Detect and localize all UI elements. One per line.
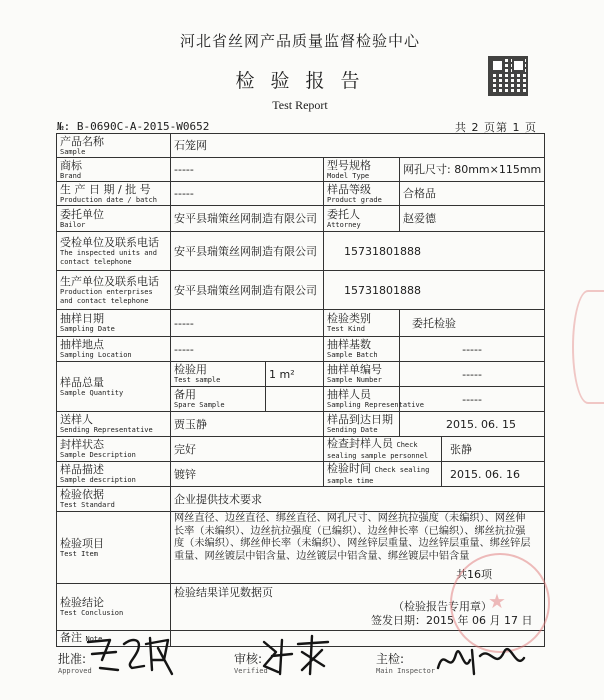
row-production-unit: 生产单位及联系电话 Production enterprises and contact telephone 安平县瑞策丝网制造有限公司 15731801888 [57,271,545,310]
test-time-value: 2015. 06. 16 [442,462,545,487]
standard-value: 企业提供技术要求 [171,487,545,512]
report-title-en: Test Report [272,98,328,112]
model-value: 网孔尺寸: 80mm×115mm [400,158,545,182]
issue-date: 签发日期：2015 年 06 月 17 日 [371,614,533,627]
seal-state-value: 完好 [171,437,324,462]
seal-person-value: 张静 [442,437,545,462]
page-info: 共 2 页第 1 页 [455,121,537,134]
test-item-count: 共16项 [456,568,493,581]
sampling-date-value: ----- [171,310,324,337]
brand-value: ----- [171,158,324,182]
row-sending-rep: 送样人 Sending Representative 贾玉静 样品到达日期 Sending Date 2015. 06. 15 [57,412,545,437]
report-title-cn: 检 验 报 告 [235,70,365,92]
sample-value: 石笼网 [171,134,545,158]
inspection-seal-icon [450,553,550,653]
conclusion-value: 检验结果详见数据页 [174,586,273,599]
attorney-value: 赵爱德 [400,206,545,232]
main-inspector-label: 主检: Main Inspector [376,652,436,675]
inspected-unit-phone: 15731801888 [324,232,545,271]
row-production: 生 产 日 期 / 批 号 Production date / batch ----- 样品等级 Product grade 合格品 [57,182,545,206]
row-sampling-location: 抽样地点 Sampling Location ----- 抽样基数 Sample Batch ----- [57,337,545,362]
verified-label: 审核: Verified [234,652,268,675]
inspected-unit-value: 安平县瑞策丝网制造有限公司 [171,232,324,271]
approved-label: 批准: Approved [58,652,92,675]
production-unit-value: 安平县瑞策丝网制造有限公司 [171,271,324,310]
row-inspected-unit: 受检单位及联系电话 The inspected units and contact telephone 安平县瑞策丝网制造有限公司 15731801888 [57,232,545,271]
bailor-value: 安平县瑞策丝网制造有限公司 [171,206,324,232]
report-number: №: B-0690C-A-2015-W0652 [57,120,210,133]
seam-stamp-icon [572,290,604,404]
sample-label: 产品名称 [60,134,104,148]
sample-desc-value: 镀锌 [171,462,324,487]
production-unit-phone: 15731801888 [324,271,545,310]
row-seal-state: 封样状态 Sample Description 完好 检查封样人员 Check sealing sample personnel 张静 [57,437,545,462]
stamp-note: （检验报告专用章） [393,600,492,613]
row-sample-description: 样品描述 Sample description 镀锌 检验时间 Check sealing sample time 2015. 06. 16 [57,462,545,487]
production-value: ----- [171,182,324,206]
row-bailor: 委托单位 Bailor 安平县瑞策丝网制造有限公司 委托人 Attorney 赵爱德 [57,206,545,232]
row-sample-quantity: 样品总量 Sample Quantity 检验用 Test sample 1 m² 抽样单编号 Sample Number ----- [57,362,545,387]
sending-date-value: 2015. 06. 15 [400,412,545,437]
row-sample: 产品名称 Sample 石笼网 [57,134,545,158]
row-test-item: 检验项目 Test Item 网丝直径、边丝直径、绑丝直径、网孔尺寸、网丝抗拉强度（未编织）、网丝伸长率（未编织）、边丝抗拉强度（已编织）、边丝伸长率（已编织）、绑丝抗拉强度（未编织）、绑丝伸长率（未编织）、网丝锌层重量、边丝锌层重量、绑丝锌层重量、网丝镀层中铝含量、边丝镀层中铝含量、绑丝镀层中铝含量 共16项 [57,512,545,584]
approver-signature-icon [80,630,180,680]
test-kind-value: 委托检验 [400,310,545,337]
sample-number-value: ----- [400,362,545,387]
row-standard: 检验依据 Test Standard 企业提供技术要求 [57,487,545,512]
row-spare-sample: 备用 Spare Sample 抽样人员 Sampling Representative ----- [57,387,545,412]
grade-value: 合格品 [400,182,545,206]
verifier-signature-icon [258,632,338,678]
row-note: 备注 Note [57,631,545,647]
sending-rep-value: 贾玉静 [171,412,324,437]
row-conclusion: 检验结论 Test Conclusion 检验结果详见数据页 （检验报告专用章） 签发日期：2015 年 06 月 17 日 [57,584,545,631]
sampling-location-value: ----- [171,337,324,362]
test-item-value: 网丝直径、边丝直径、绑丝直径、网孔尺寸、网丝抗拉强度（未编织）、网丝伸长率（未编织）、边丝抗拉强度（已编织）、边丝伸长率（已编织）、绑丝抗拉强度（未编织）、绑丝伸长率（未编织）、网丝锌层重量、边丝锌层重量、绑丝锌层重量、网丝镀层中铝含量、边丝镀层中铝含量、绑丝镀层中铝含量 [174,513,531,562]
spare-sample-value [266,387,324,412]
inspector-signature-icon [430,640,530,680]
qr-code-icon [488,56,528,96]
test-sample-value: 1 m² [266,362,324,387]
sample-batch-value: ----- [400,337,545,362]
organization-name: 河北省丝网产品质量监督检验中心 [179,32,420,50]
row-brand: 商标 Brand ----- 型号规格 Model Type 网孔尺寸: 80mm×115mm [57,158,545,182]
row-sampling-date: 抽样日期 Sampling Date ----- 检验类别 Test Kind 委托检验 [57,310,545,337]
sampling-rep-value: ----- [400,387,545,412]
